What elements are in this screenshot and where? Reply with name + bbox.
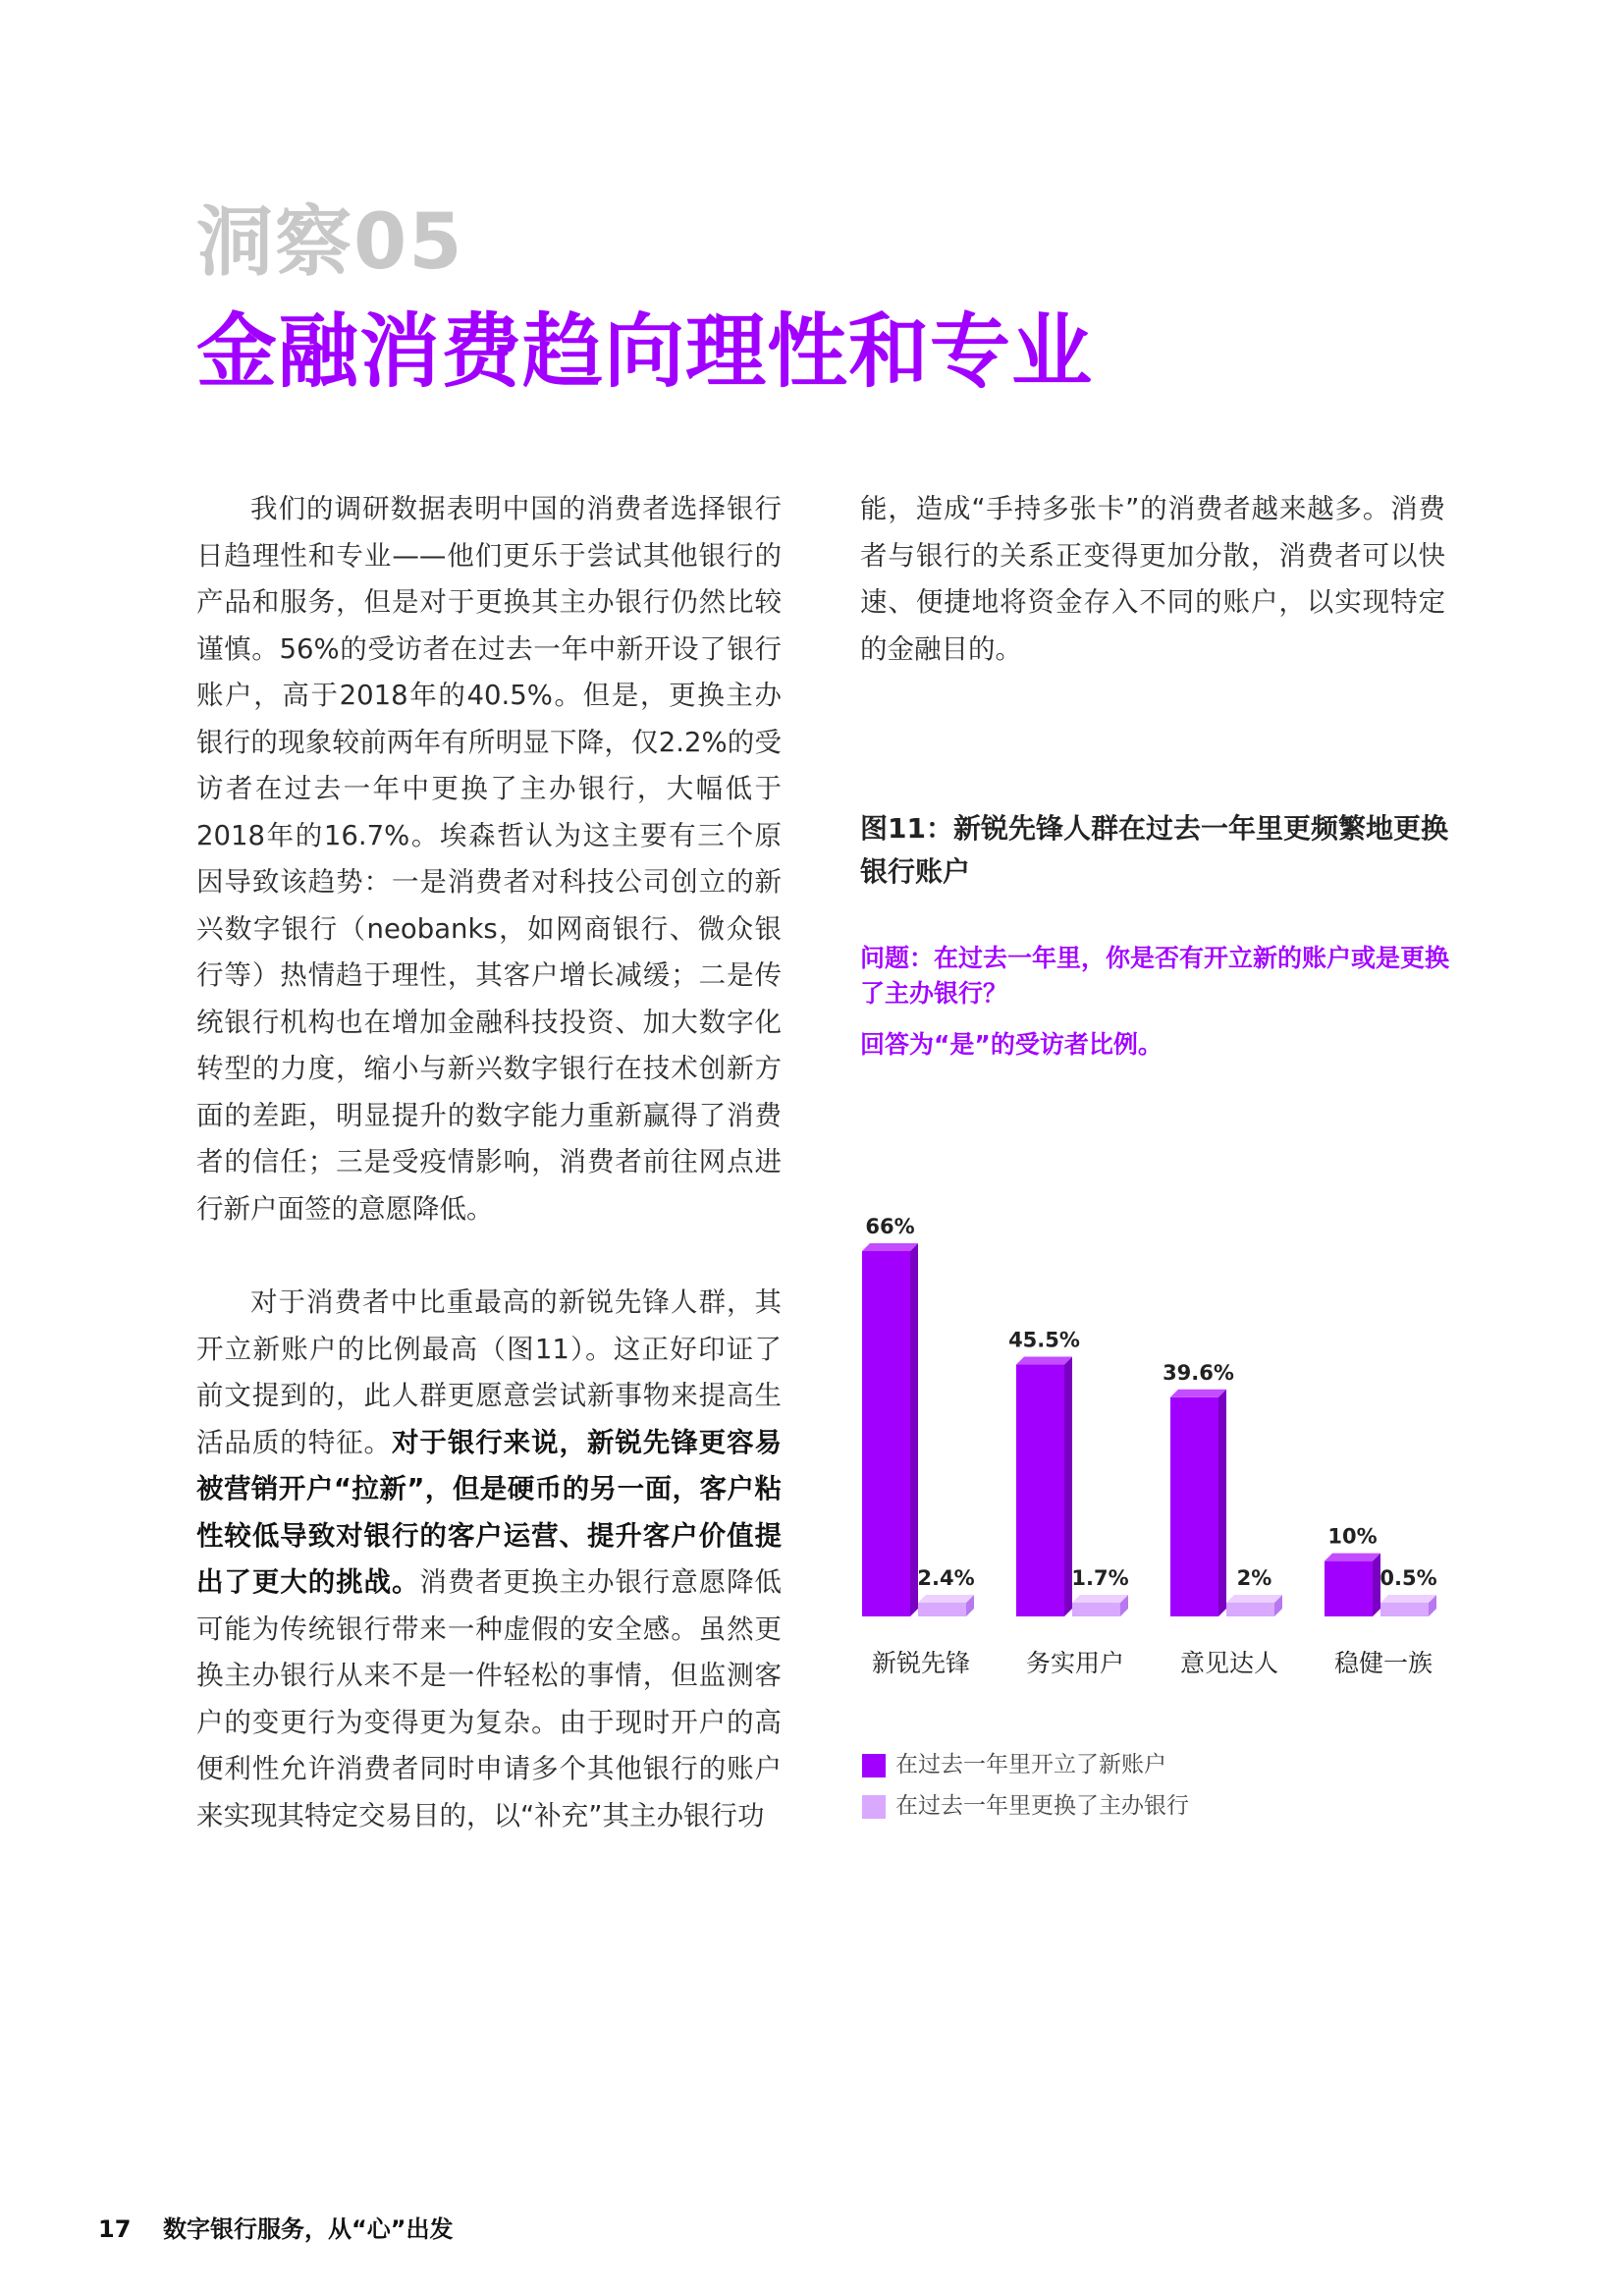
bar-top [1226, 1595, 1282, 1603]
footer-title: 数字银行服务，从“心”出发 [163, 2215, 454, 2243]
paragraph-2-bold: 对于银行来说，新锐先锋更容易被营销开户“拉新”，但是硬币的另一面，客户粘性较低导致对银行的客户运营、提升客户价值提出了更大的挑战。 [196, 1426, 783, 1598]
section-eyebrow: 洞察05 [196, 198, 464, 287]
figure-answer-note: 回答为“是”的受访者比例。 [860, 1030, 1163, 1059]
legend-swatch-new-account [862, 1754, 886, 1777]
category-label: 新锐先锋 [871, 1649, 971, 1677]
body-column-left [196, 486, 782, 1839]
bar-switched-bank [1226, 1603, 1274, 1616]
category-label: 稳健一族 [1333, 1649, 1434, 1677]
bar-chart [844, 1080, 1453, 1709]
legend-item-switched-bank [860, 1789, 1449, 1825]
bar-top [1016, 1357, 1072, 1365]
paragraph-2 [196, 1280, 782, 1839]
bar-new-account [1170, 1397, 1218, 1616]
figure-title: 图11：新锐先锋人群在过去一年里更频繁地更换银行账户 [860, 812, 1448, 888]
bar-top [1170, 1390, 1226, 1397]
paragraph-1: 我们的调研数据表明中国的消费者选择银行日趋理性和专业——他们更乐于尝试其他银行的产品和服务，但是对于更换其主办银行仍然比较谨慎。56%的受访者在过去一年中新开设了银行账户，高于2018年的40.5%。但是，更换主办银行的现象较前两年有所明显下降，仅2.2%的受访者在过去一年中更换了主办银行，大幅低于2018年的16.7%。埃森哲认为这主要有三个原因导致该趋势：一是消费者对科技公司创立的新兴数字银行（neobanks，如网商银行、微众银行等）热情趋于理性，其客户增长减缓；二是传统银行机构也在增加金融科技投资、加大数字化转型的力度，缩小与新兴数字银行在技术创新方面的差距，明显提升的数字能力重新赢得了消费者的信任；三是受疫情影响，消费者前往网点进行新户面签的意愿降低。 [196, 493, 782, 1225]
bar-new-account [1016, 1365, 1064, 1616]
data-label: 0.5% [1380, 1566, 1437, 1590]
data-label: 45.5% [1008, 1328, 1080, 1352]
bar-side [910, 1243, 918, 1616]
bar-new-account [862, 1251, 910, 1616]
data-label: 66% [865, 1215, 915, 1238]
bar-switched-bank [918, 1603, 966, 1616]
bar-top [1380, 1595, 1436, 1603]
legend-label-switched-bank: 在过去一年里更换了主办银行 [895, 1793, 1189, 1819]
data-label: 1.7% [1071, 1566, 1129, 1590]
legend-item-new-account [860, 1748, 1449, 1783]
bar-switched-bank [1072, 1603, 1120, 1616]
bar-side [1218, 1390, 1226, 1616]
bar-new-account [1325, 1561, 1373, 1616]
bar-top [918, 1595, 974, 1603]
bar-top [1072, 1595, 1128, 1603]
data-label: 2.4% [917, 1566, 975, 1590]
page-title: 金融消费趋向理性和专业 [196, 305, 1094, 399]
figure-question: 问题：在过去一年里，你是否有开立新的账户或是更换了主办银行？ [860, 944, 1450, 1008]
page-footer [98, 2210, 454, 2244]
legend-label-new-account: 在过去一年里开立了新账户 [895, 1752, 1166, 1777]
bar-top [862, 1243, 918, 1251]
body-column-right [860, 486, 1445, 673]
data-label: 10% [1327, 1524, 1378, 1549]
page-number: 17 [98, 2215, 132, 2243]
paragraph-2-text-b: 消费者更换主办银行意愿降低可能为传统银行带来一种虚假的安全感。虽然更换主办银行从来不是一件轻松的事情，但监测客户的变更行为变得更为复杂。由于现时开户的高便利性允许消费者同时申请多个其他银行的账户来实现其特定交易目的，以“补充”其主办银行功 [196, 1566, 783, 1831]
bar-switched-bank [1380, 1603, 1429, 1616]
category-label: 务实用户 [1025, 1649, 1125, 1677]
bar-top [1325, 1554, 1380, 1561]
legend-swatch-switched-bank [862, 1795, 886, 1819]
data-label: 2% [1236, 1566, 1272, 1590]
data-label: 39.6% [1163, 1360, 1234, 1385]
paragraph-3: 能，造成“手持多张卡”的消费者越来越多。消费者与银行的关系正变得更加分散，消费者可以快速、便捷地将资金存入不同的账户，以实现特定的金融目的。 [860, 493, 1445, 665]
paragraph-2-text-a: 对于消费者中比重最高的新锐先锋人群，其开立新账户的比例最高（图11）。这正好印证了前文提到的，此人群更愿意尝试新事物来提高生活品质的特征。 [196, 1286, 782, 1458]
category-label: 意见达人 [1179, 1649, 1279, 1677]
